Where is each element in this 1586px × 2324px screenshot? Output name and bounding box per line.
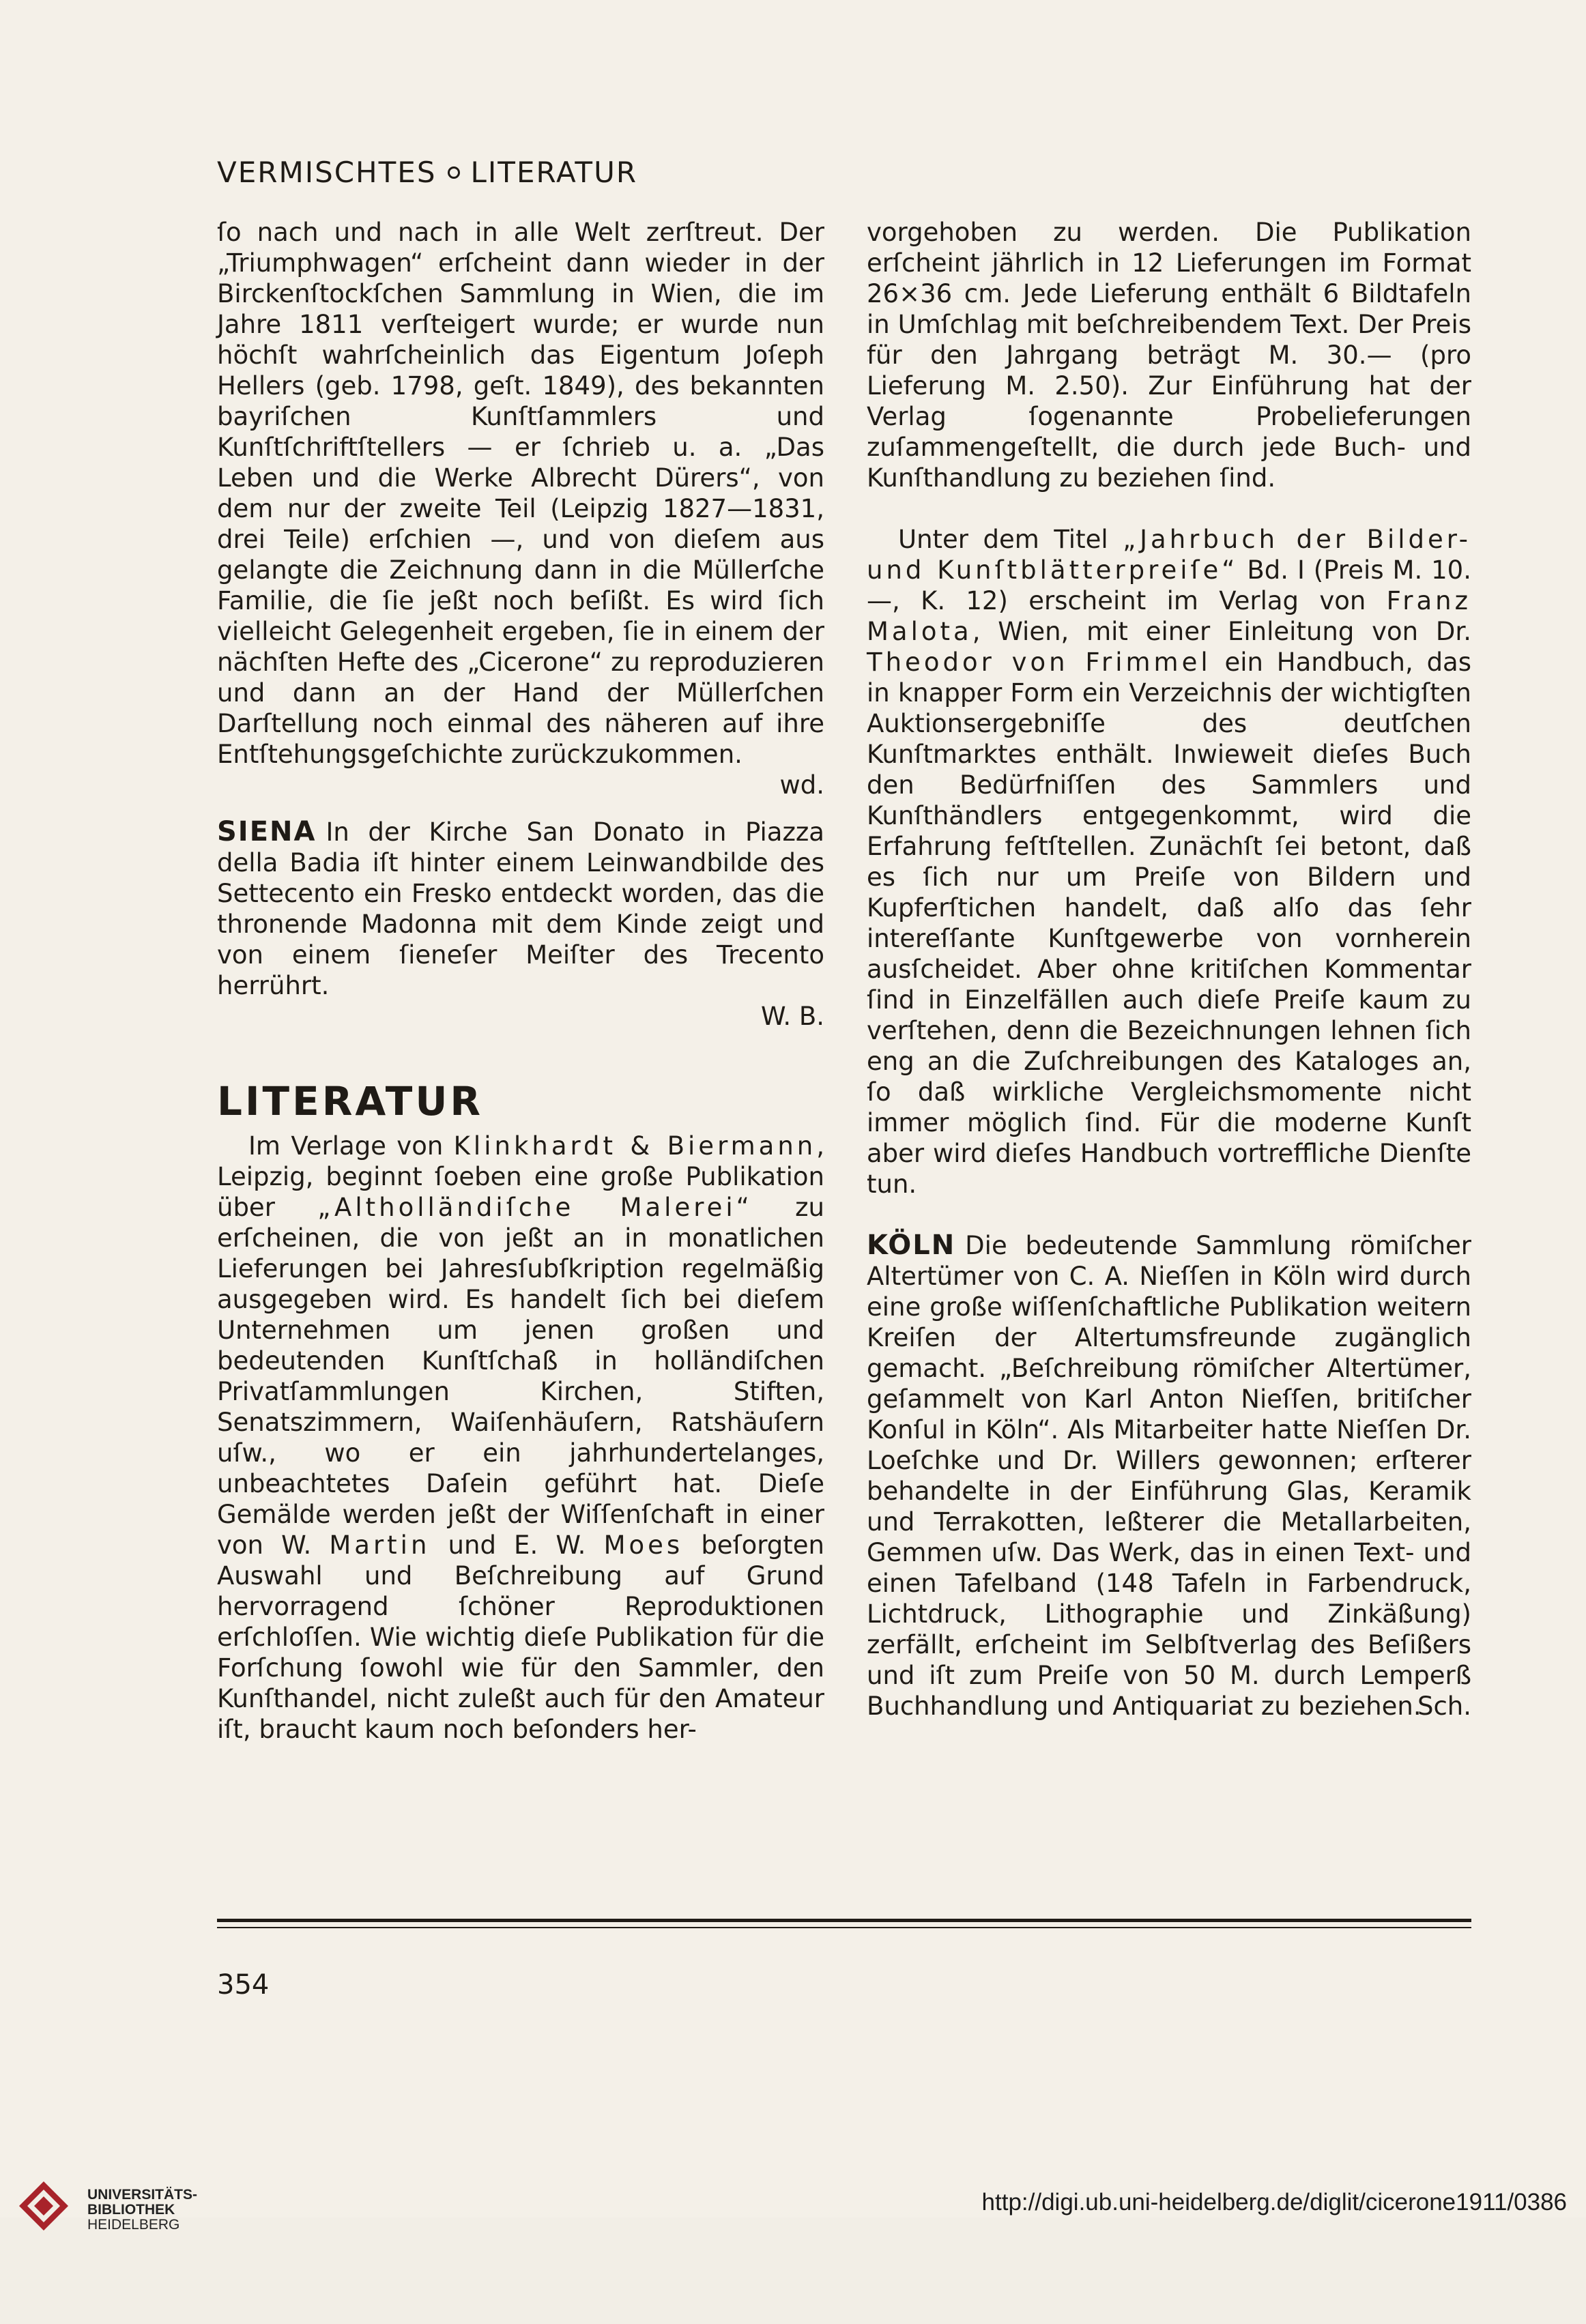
- section-title-literatur: LITERATUR: [217, 1078, 484, 1124]
- right-column: [867, 217, 1471, 1722]
- literatur-paragraph-1: [217, 1131, 824, 1745]
- digitization-footer: [0, 2218, 1586, 2324]
- publisher-name: Klinkhardt & Biermann: [453, 1131, 817, 1161]
- lit-text-e: beſorgten Auswahl und Beſchreibung auf Grund hervorragend ſchöner Reproduktionen erſchloſſen. Wie wichtig dieſe Publikation für die Forſchung ſowohl wie für den Sammler, den Kunſthandel, nicht zuleßt auch für den Amateur iſt, braucht kaum noch beſonders her-: [217, 1530, 825, 1744]
- lit-text-c: zu erſcheinen, die von jeßt an in monatlichen Lieferungen bei Jahresſubſkription regelmäßig ausgegeben wird. Es handelt ſich bei dieſem Unternehmen um jenen großen und bedeutenden Kunſtſchaß in holländiſchen Privatſammlungen Kirchen, Stiften, Senatszimmern, Waiſenhäuſern, Ratshäuſern uſw., wo er ein jahrhundertelanges, unbeachtetes Daſein geführt hat. Dieſe Gemälde werden jeßt der Wiſſenſchaft in einer von W.: [217, 1193, 824, 1560]
- left-column: [217, 217, 824, 1745]
- lit-text-a: Im Verlage von: [248, 1131, 454, 1161]
- signature-wd: wd.: [779, 770, 824, 800]
- jahrbuch-publisher: Franz Malota: [867, 586, 1471, 646]
- lit-text-d: und E. W.: [430, 1530, 604, 1560]
- siena-text: In der Kirche San Donato in Piazza della Badia iſt hinter einem Leinwandbilde des Settecento ein Fresko entdeckt worden, das die thronende Madonna mit dem Kinde zeigt und von einem ſieneſer Meiſter des Trecento herrührt.: [217, 817, 824, 1000]
- page-number: 354: [217, 1969, 270, 2001]
- editor-name-moes: Moes: [603, 1530, 684, 1560]
- jahrbuch-title: „Jahrbuch der Bilder- und Kunſtblätterpreiſe“: [867, 525, 1471, 585]
- library-logo-icon: [18, 2180, 70, 2232]
- footer-rule-thin: [217, 1927, 1471, 1928]
- koeln-paragraph: [867, 1230, 1471, 1722]
- jahrbuch-text-c: , Wien, mit einer Einleitung von Dr.: [972, 617, 1471, 646]
- jahrbuch-text-d: ein Handbuch, das in knapper Form ein Verzeichnis der wichtigſten Auktionsergebniſſe des deutſchen Kunſtmarktes enthält. Inwieweit dieſes Buch den Bedürfniſſen des Sammlers und Kunſthändlers entgegenkommt, wird die Erfahrung feſtſtellen. Zunächſt ſei betont, daß es ſich nur um Preiſe von Bildern und Kupferſtichen handelt, daß alſo das ſehr intereſſante Kunſtgewerbe von vornherein ausſcheidet. Aber ohne kritiſchen Kommentar ſind in Einzelfällen auch dieſe Preiſe kaum zu verſtehen, denn die Bezeichnungen lehnen ſich eng an die Zuſchreibungen des Kataloges an, ſo daß wirkliche Vergleichsmomente nicht immer möglich ſind. Für die moderne Kunſt aber wird dieſes Handbuch vortreffliche Dienſte tun.: [867, 648, 1471, 1199]
- siena-lead: SIENA: [217, 816, 317, 847]
- library-line-2: BIBLIOTHEK: [87, 2202, 175, 2218]
- signature-sch: Sch.: [1417, 1691, 1471, 1721]
- footer-rule-thick: [217, 1919, 1471, 1922]
- editor-name-martin: Martin: [329, 1530, 431, 1560]
- header-section-right: LITERATUR: [470, 156, 638, 189]
- siena-paragraph: [217, 817, 824, 1001]
- ring-separator-icon: [448, 166, 460, 179]
- lit-text-b: , Leipzig, beginnt ſoeben eine große Publikation über: [217, 1131, 825, 1222]
- library-line-3: HEIDELBERG: [87, 2217, 180, 2233]
- library-line-1: UNIVERSITÄTS-: [87, 2187, 198, 2203]
- jahrbuch-text-b: Bd. I (Preis M. 10.—, K. 12) erscheint im Verlag von: [867, 555, 1471, 615]
- signature-wb: W. B.: [760, 1002, 824, 1031]
- left-paragraph-1: ſo nach und nach in alle Welt zerſtreut. Der „Triumphwagen“ erſcheint dann wieder in der Birckenſtockſchen Sammlung in Wien, die im Jahre 1811 verſteigert wurde; er wurde nun höchſt wahrſcheinlich das Eigentum Joſeph Hellers (geb. 1798, geſt. 1849), des bekannten bayriſchen Kunſtſammlers und Kunſtſchriftſtellers — er ſchrieb u. a. „Das Leben und die Werke Albrecht Dürers“, von dem nur der zweite Teil (Leipzig 1827—1831, drei Teile) erſchien —, und von dieſem aus gelangte die Zeichnung dann in die Müllerſche Familie, die ſie jeßt noch beſißt. Es wird ſich vielleicht Gelegenheit ergeben, ſie in einem der nächſten Hefte des „Cicerone“ zu reproduzieren und dann an der Hand der Müllerſchen Darſtellung noch einmal des näheren auf ihre Entſtehungsgeſchichte zurückzukommen.: [217, 218, 824, 769]
- publication-title: „Altholländiſche Malerei“: [317, 1193, 753, 1222]
- running-header: [217, 156, 637, 189]
- permalink-url[interactable]: http://digi.ub.uni-heidelberg.de/diglit/cicerone1911/0386: [981, 2189, 1567, 2216]
- koeln-lead: KÖLN: [867, 1230, 956, 1261]
- header-section-left: VERMISCHTES: [217, 156, 437, 189]
- jahrbuch-text-a: Unter dem Titel: [898, 525, 1123, 554]
- library-name: [87, 2188, 197, 2233]
- jahrbuch-author: Theodor von Frimmel: [867, 648, 1211, 677]
- right-paragraph-1: vorgehoben zu werden. Die Publikation erſcheint jährlich in 12 Lieferungen im Format 26×36 cm. Jede Lieferung enthält 6 Bildtafeln in Umſchlag mit beſchreibendem Text. Der Preis für den Jahrgang beträgt M. 30.— (pro Lieferung M. 2.50). Zur Einführung hat der Verlag ſogenannte Probelieferungen zuſammengeſtellt, die durch jede Buch- und Kunſthandlung zu beziehen ſind.: [867, 218, 1471, 493]
- koeln-text: Die bedeutende Sammlung römiſcher Altertümer von C. A. Nieſſen in Köln wird durch eine große wiſſenſchaftliche Publikation weitern Kreiſen der Altertumsfreunde zugänglich gemacht. „Beſchreibung römiſcher Altertümer, geſammelt von Karl Anton Nieſſen, britiſcher Konſul in Köln“. Als Mitarbeiter hatte Nieſſen Dr. Loeſchke und Dr. Willers gewonnen; erſterer behandelte in der Einführung Glas, Keramik und Terrakotten, leßterer die Metallarbeiten, Gemmen uſw. Das Werk, das in einen Text- und einen Tafelband (148 Tafeln in Farbendruck, Lichtdruck, Lithographie und Zinkäßung) zerfällt, erſcheint im Selbſtverlag des Beſißers und iſt zum Preiſe von 50 M. durch Lemperß Buchhandlung und Antiquariat zu beziehen.: [867, 1231, 1471, 1721]
- right-paragraph-2: [867, 524, 1471, 1200]
